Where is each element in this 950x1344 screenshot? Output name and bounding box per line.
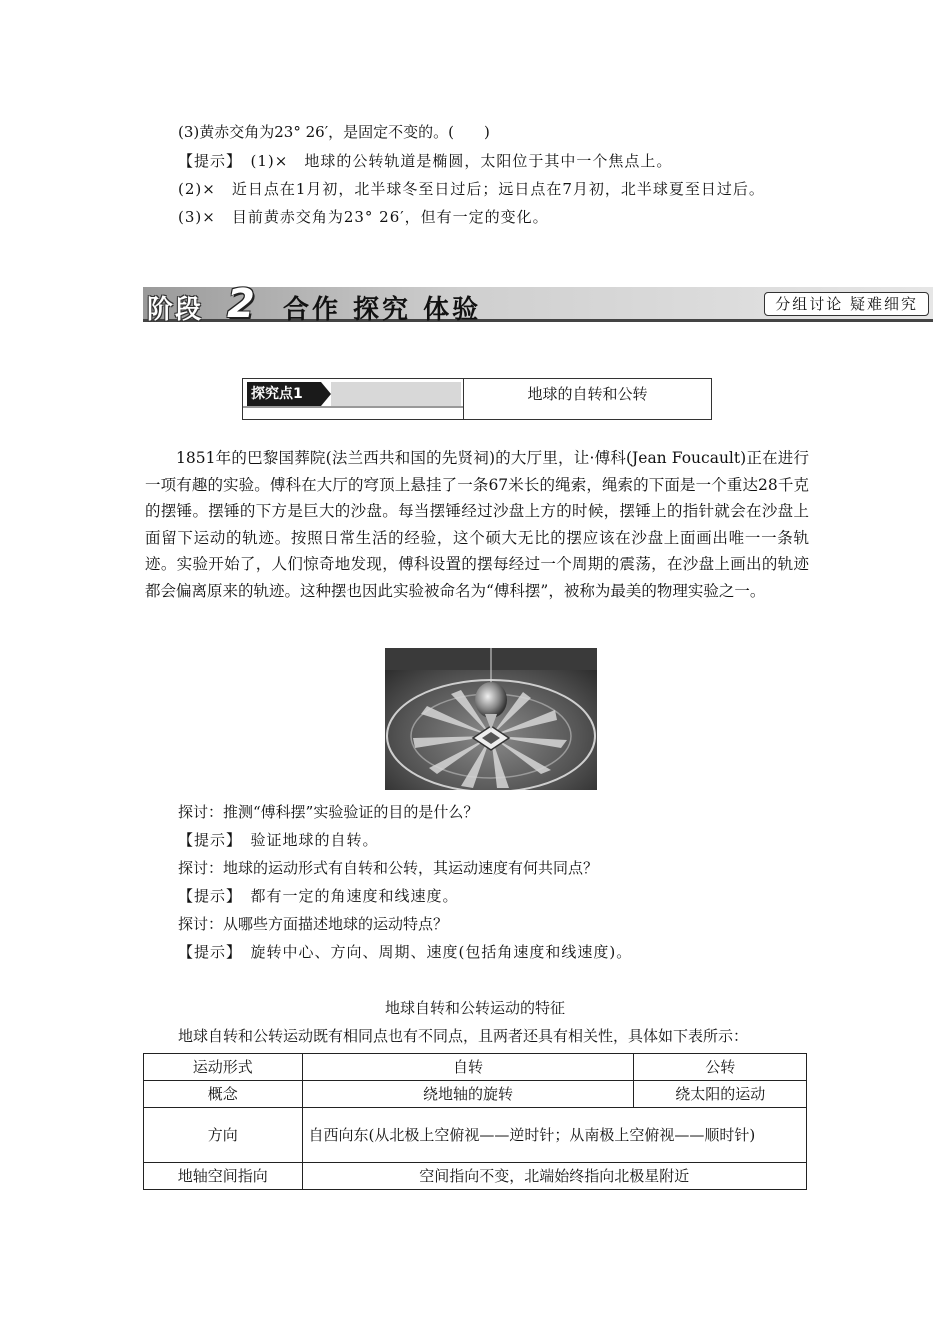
explore-title: 地球的自转和公转 [527, 385, 648, 403]
table-cell: 自西向东(从北极上空俯视——逆时针；从南极上空俯视——顺时针) [302, 1108, 806, 1163]
hint-1: 【提示】 (1)× 地球的公转轨道是椭圆，太阳位于其中一个焦点上。 [178, 152, 673, 170]
table-caption: 地球自转和公转运动的特征 [384, 999, 565, 1017]
hint-answer-2: 【提示】 都有一定的角速度和线速度。 [178, 887, 459, 905]
table-cell: 绕地轴的旋转 [302, 1081, 634, 1108]
stage-word: 阶段 [147, 295, 204, 325]
stage-title: 合作 探究 体验 [283, 295, 482, 325]
table-row [144, 1081, 807, 1108]
foucault-paragraph: 1851年的巴黎国葬院(法兰西共和国的先贤祠)的大厅里，让·傅科(Jean Foucault)正在进行一项有趣的实验。傅科在大厅的穹顶上悬挂了一条67米长的绳索，绳索的下面是一个重达28千克的摆锤。摆锤的下方是巨大的沙盘。每当摆锤经过沙盘上方的时候，摆锤上的指针就会在沙盘上面留下运动的轨迹。按照日常生活的经验，这个硕大无比的摆应该在沙盘上面画出唯一一条轨迹。实验开始了，人们惊奇地发现，傅科设置的摆每经过一个周期的震荡，在沙盘上画出的轨迹都会偏离原来的轨迹。这种摆也因此实验被命名为“傅科摆”，被称为最美的物理实验之一。 [145, 449, 809, 600]
discuss-3: 探讨：从哪些方面描述地球的运动特点？ [178, 915, 449, 933]
row-label: 概念 [144, 1081, 303, 1108]
hint-3: (3)× 目前黄赤交角为23° 26′，但有一定的变化。 [178, 208, 549, 226]
table-row [144, 1163, 807, 1190]
stage-number: 2 [227, 281, 255, 327]
hint-answer-3: 【提示】 旋转中心、方向、周期、速度(包括角速度和线速度)。 [178, 943, 633, 961]
explore-label-area [243, 379, 464, 419]
earth-motion-table [143, 1053, 807, 1190]
table-cell: 绕太阳的运动 [634, 1081, 807, 1108]
row-label: 方向 [144, 1108, 303, 1163]
header-cell: 运动形式 [144, 1054, 303, 1081]
explore-grey-bar [331, 382, 461, 406]
table-row [144, 1108, 807, 1163]
header-cell: 自转 [302, 1054, 634, 1081]
header-cell: 公转 [634, 1054, 807, 1081]
stage-tag: 分组讨论 疑难细究 [764, 292, 929, 316]
hint-answer-1: 【提示】 验证地球的自转。 [178, 831, 379, 849]
foucault-pendulum-photo [385, 648, 597, 790]
explore-tab: 探究点1 [247, 382, 321, 406]
row-label: 地轴空间指向 [144, 1163, 303, 1190]
banner-underline [143, 319, 933, 322]
explore-underbar [243, 406, 463, 408]
table-intro: 地球自转和公转运动既有相同点也有不同点，且两者还具有相关性，具体如下表所示： [178, 1027, 749, 1045]
discuss-1: 探讨：推测“傅科摆”实验验证的目的是什么？ [178, 803, 479, 821]
discuss-2: 探讨：地球的运动形式有自转和公转，其运动速度有何共同点？ [178, 859, 599, 877]
table-header-row [144, 1054, 807, 1081]
table-cell: 空间指向不变，北端始终指向北极星附近 [302, 1163, 806, 1190]
explore-point-box [242, 378, 712, 420]
question-3: (3)黄赤交角为23° 26′，是固定不变的。( ) [178, 123, 490, 141]
hint-2: (2)× 近日点在1月初，北半球冬至日过后；远日点在7月初，北半球夏至日过后。 [178, 180, 765, 198]
stage-banner [143, 281, 933, 327]
